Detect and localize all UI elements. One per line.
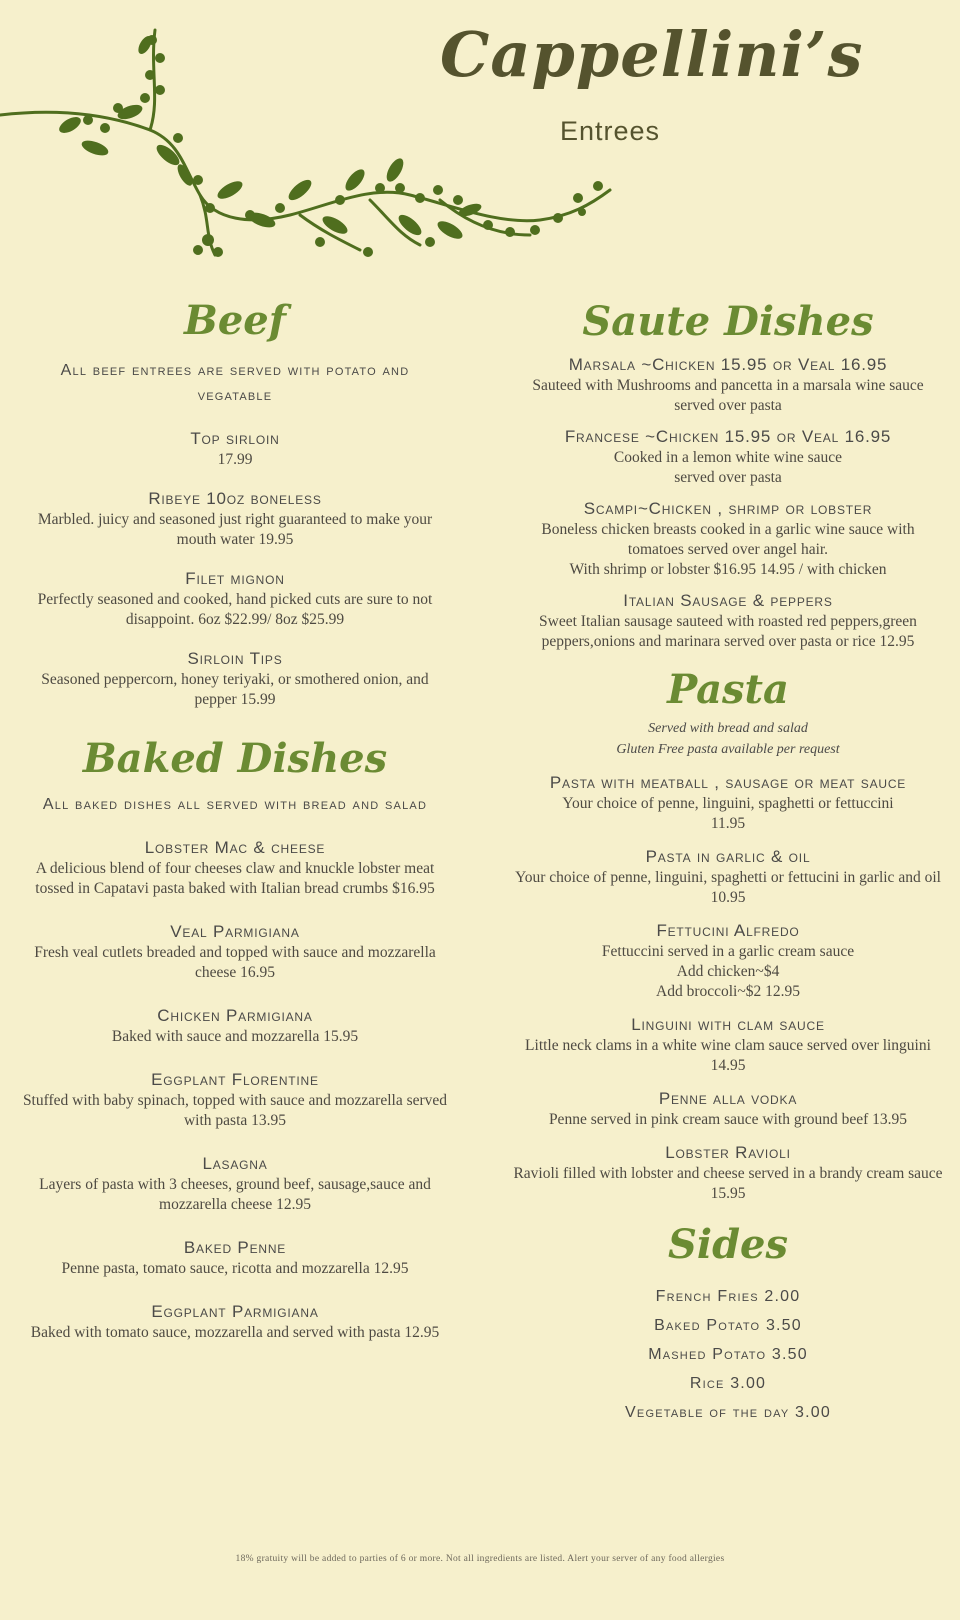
section-title-sides: Sides — [667, 1221, 789, 1268]
side-item: French Fries 2.00 — [655, 1288, 801, 1305]
item-name: Fettucini Alfredo — [656, 921, 800, 940]
side-item: Mashed Potato 3.50 — [648, 1346, 808, 1363]
menu-item — [22, 568, 448, 630]
menu-item — [22, 837, 448, 899]
restaurant-name: Cappellini’s — [440, 18, 864, 91]
item-desc: Baked with sauce and mozzarella 15.95 — [111, 1028, 359, 1045]
item-desc-line: 11.95 — [710, 815, 746, 832]
item-desc: Baked with tomato sauce, mozzarella and served with pasta 12.95 — [30, 1324, 440, 1341]
menu-item — [512, 772, 944, 834]
item-desc: Your choice of penne, linguini, spaghetti or fettuccini — [562, 795, 894, 812]
menu-item — [512, 1088, 944, 1130]
menu-item — [22, 1301, 448, 1343]
item-name: Veal Parmigiana — [170, 922, 300, 941]
menu-item — [512, 498, 944, 580]
menu-item — [22, 1069, 448, 1131]
item-desc: Layers of pasta with 3 cheeses, ground beef, sausage,sauce and mozzarella cheese 12.95 — [39, 1176, 431, 1213]
item-name: Lobster Ravioli — [665, 1143, 791, 1162]
section-title-pasta: Pasta — [667, 666, 789, 713]
section-title-beef: Beef — [184, 297, 286, 344]
item-desc: Penne pasta, tomato sauce, ricotta and mozzarella 12.95 — [61, 1260, 409, 1277]
item-desc: Cooked in a lemon white wine sauce — [613, 449, 843, 466]
side-item: Rice 3.00 — [689, 1375, 767, 1392]
item-desc: A delicious blend of four cheeses claw and knuckle lobster meat tossed in Capatavi pasta baked with Italian bread crumbs $16.95 — [35, 860, 435, 897]
item-name: Penne alla vodka — [658, 1089, 798, 1108]
item-name: Sirloin Tips — [187, 649, 283, 668]
right-column — [512, 292, 944, 1427]
item-desc: Fettuccini served in a garlic cream sauce — [601, 943, 855, 960]
section-title-saute: Saute Dishes — [582, 298, 874, 345]
item-name: Italian Sausage & peppers — [623, 591, 833, 610]
item-name: Francese ~Chicken 15.95 or Veal 16.95 — [564, 427, 892, 446]
item-name: Linguini with clam sauce — [631, 1015, 825, 1034]
item-name: Ribeye 10oz boneless — [148, 489, 322, 508]
item-desc-line: With shrimp or lobster $16.95 14.95 / with chicken — [569, 561, 887, 578]
menu-item — [22, 648, 448, 710]
item-desc: Your choice of penne, linguini, spaghetti or fettucini in garlic and oil 10.95 — [515, 869, 941, 906]
sides-list — [512, 1282, 944, 1427]
item-desc: Ravioli filled with lobster and cheese served in a brandy cream sauce 15.95 — [513, 1165, 943, 1202]
sides-section — [512, 1218, 944, 1427]
beef-section — [22, 290, 448, 710]
pasta-note-gluten: Gluten Free pasta available per request — [616, 742, 840, 757]
menu-item — [512, 426, 944, 488]
item-desc: Seasoned peppercorn, honey teriyaki, or smothered onion, and pepper 15.99 — [41, 671, 429, 708]
item-name: Pasta with meatball , sausage or meat sauce — [549, 773, 907, 792]
item-name: Scampi~Chicken , shrimp or lobster — [583, 499, 873, 518]
item-name: Eggplant Parmigiana — [151, 1302, 319, 1321]
menu-item — [512, 846, 944, 908]
item-desc-line: served over pasta — [674, 397, 782, 414]
menu-item — [22, 1237, 448, 1279]
item-name: Top sirloin — [190, 429, 280, 448]
item-desc-line: Add broccoli~$2 12.95 — [656, 983, 800, 1000]
item-desc: Stuffed with baby spinach, topped with sauce and mozzarella served with pasta 13.95 — [22, 1092, 448, 1129]
menu-item — [22, 428, 448, 470]
item-desc: Little neck clams in a white wine clam sauce served over linguini 14.95 — [525, 1037, 931, 1074]
left-column — [22, 290, 448, 1343]
page-subtitle: Entrees — [560, 116, 661, 146]
item-desc: Boneless chicken breasts cooked in a garlic wine sauce with tomatoes served over angel hair. — [541, 521, 915, 558]
item-name: Lobster Mac & cheese — [144, 838, 326, 857]
item-name: Filet mignon — [185, 569, 285, 588]
item-desc: 17.99 — [217, 451, 253, 468]
baked-note: All baked dishes all served with bread and salad — [42, 796, 428, 813]
menu-item — [512, 1014, 944, 1076]
item-name: Marsala ~Chicken 15.95 or Veal 16.95 — [568, 355, 888, 374]
side-item: Baked Potato 3.50 — [654, 1317, 802, 1334]
menu-item — [512, 920, 944, 1002]
item-desc-line: served over pasta — [674, 469, 782, 486]
item-desc: Sauteed with Mushrooms and pancetta in a marsala wine sauce — [532, 377, 924, 394]
pasta-section — [512, 662, 944, 1204]
item-desc: Marbled. juicy and seasoned just right guaranteed to make your mouth water 19.95 — [37, 511, 433, 548]
item-name: Baked Penne — [183, 1238, 287, 1257]
menu-item — [512, 590, 944, 652]
item-name: Chicken Parmigiana — [157, 1006, 313, 1025]
item-desc: Penne served in pink cream sauce with ground beef 13.95 — [548, 1111, 908, 1128]
menu-item — [22, 921, 448, 983]
menu-item — [22, 1153, 448, 1215]
side-item: Vegetable of the day 3.00 — [625, 1404, 831, 1421]
menu-item — [512, 354, 944, 416]
menu-item — [22, 1005, 448, 1047]
section-title-baked: Baked Dishes — [82, 735, 388, 782]
item-desc-line: Add chicken~$4 — [676, 963, 780, 980]
baked-section — [22, 730, 448, 1343]
beef-note: All beef entrees are served with potato and vegatable — [60, 362, 410, 404]
pasta-note: Served with bread and salad — [648, 721, 808, 736]
saute-section — [512, 292, 944, 652]
menu-item — [22, 488, 448, 550]
item-desc: Sweet Italian sausage sauteed with roasted red peppers,green peppers,onions and marinara served over pasta or rice 12.95 — [539, 613, 917, 650]
item-desc: Fresh veal cutlets breaded and topped with sauce and mozzarella cheese 16.95 — [34, 944, 436, 981]
item-name: Eggplant Florentine — [151, 1070, 319, 1089]
footer-disclaimer: 18% gratuity will be added to parties of 6 or more. Not all ingredients are listed. Alert your server of any food allergies — [235, 1554, 725, 1564]
item-desc: Perfectly seasoned and cooked, hand picked cuts are sure to not disappoint. 6oz $22.99/ 8oz $25.99 — [37, 591, 433, 628]
menu-item — [512, 1142, 944, 1204]
item-name: Lasagna — [202, 1154, 268, 1173]
item-name: Pasta in garlic & oil — [645, 847, 811, 866]
